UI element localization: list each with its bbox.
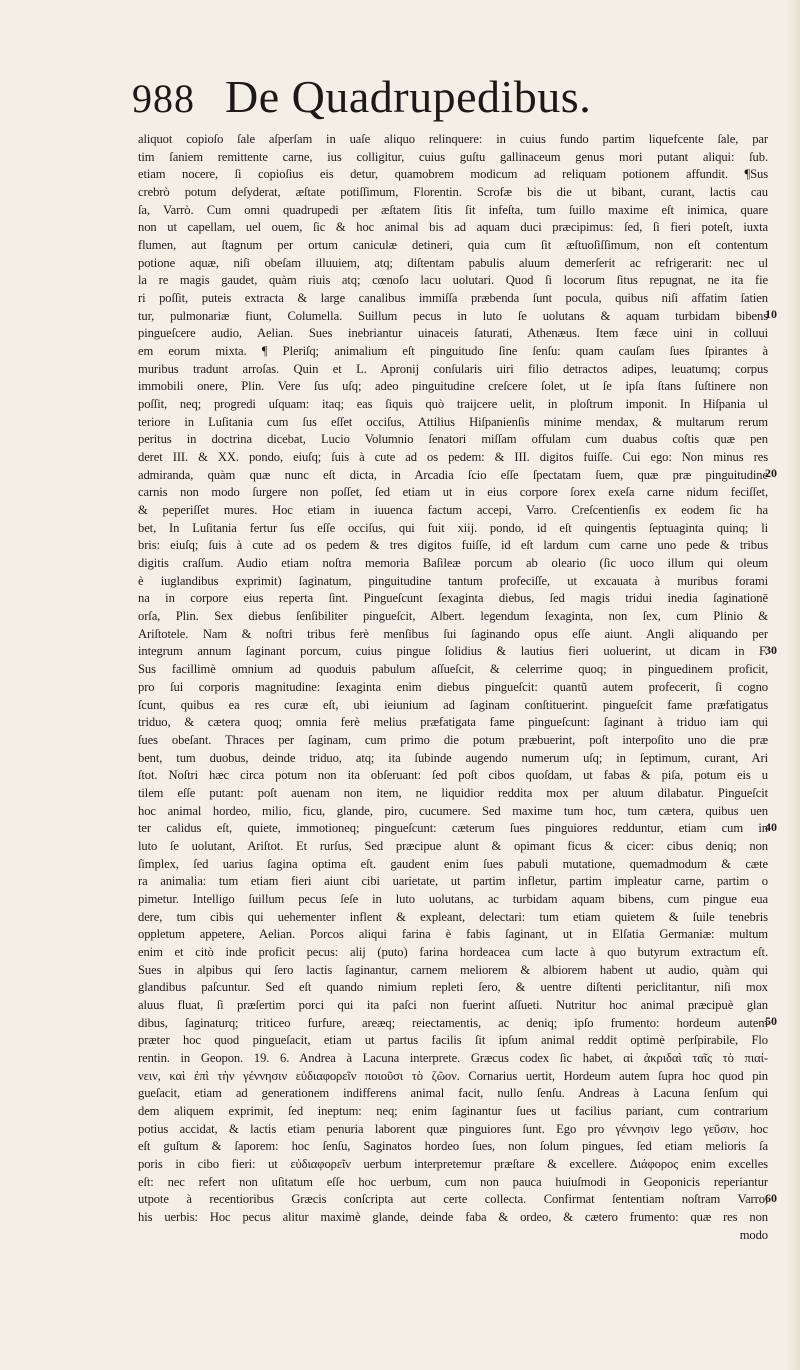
text-line: Sus facillimè omnium ad quoduis pabulum aſſueſcit, & celerrime quoq; in pinguedinem proficit, <box>138 662 768 677</box>
text-line: admiranda, quàm quæ nunc eſt dicta, in Arcadia ſcio eſſe ſpectatam ſuem, quæ præ pinguitudine <box>138 467 768 482</box>
text-line: tim ſaniem remittente carne, ius colligitur, cuius guſtu gallinaceum genus mori putant aliqui: ſub. <box>138 149 768 164</box>
text-line: glandibus paſcuntur. Sed eſt quando nimium repleti ſero, & uentre diſtenti periclitantur, niſi mox <box>138 980 768 995</box>
text-line: pimetur. Intelligo ſuillum pecus ſeſe in luto uolutans, ac turbidam aquam bibens, cum pingue eua <box>138 891 768 906</box>
text-line: em eorum mixta. ¶ Pleriſq; animalium eſt pinguitudo ſine ſenſu: quam cauſam ſues ſpirantes à <box>138 344 768 359</box>
text-line: integrum annum ſaginant porcum, cuius pingue ſolidius & lautius fieri uoluerint, ut dicam in F. <box>138 644 768 659</box>
text-line: muribus tradunt arroſas. Quin et L. Apronij conſularis uiri filio detractos adipes, leuatumq; corpus <box>138 361 768 376</box>
text-line: eſt guſtum & ſaporem: hoc ſenſu, Saginatos hordeo ſues, non ſolum pingues, ſed etiam melioris ſa <box>138 1139 768 1154</box>
text-line: modo <box>739 1227 768 1242</box>
text-line: bris: eiuſq; ſuis à cute ad os pedem & tres digitos fuiſſe, id eſt lardum cum carne uno pede & tribus <box>138 538 768 553</box>
text-line: ra animalia: tum etiam fieri aiunt cibi uarietate, ut partim infletur, partim impleatur carne, partim o <box>138 874 768 889</box>
text-line: non ut capellam, uel ouem, ſic & hoc animal bis ad aquam duci præcipimus: ſed, ſi fieri poteſt, iuxta <box>138 220 768 235</box>
text-line: ſimplex, ſed uarius ſagina optima eſt. gaudent enim ſues pabuli mutatione, quemadmodum & cæte <box>138 856 768 871</box>
text-line: bet, In Luſitania fertur ſus eſſe occiſus, qui fuit xiij. pondo, id eſt quingentis ſeptuaginta quinq; li <box>138 520 768 535</box>
text-line: poſſit, neq; progredi uſquam: itaq; eas ſiquis quò traijcere uelit, in ploſtrum imponit. In Hiſpania ul <box>138 397 768 412</box>
text-line: ri poſſit, puteis extracta & large canalibus immiſſa præbenda ſunt pocula, quibus niſi affatim ſatien <box>138 291 768 306</box>
text-line: poris in cibo fieri: ut εὐδιαφορεῖν uerbum interpretemur præſtare & excellere. Διάφορος enim excelles <box>138 1156 768 1171</box>
text-line: Sues in alpibus qui ſero lactis ſaginantur, carnem meliorem & albiorem habent ut audio, quàm qui <box>138 962 768 977</box>
text-line: & peperiſſet mures. Hoc etiam in iuuenca factum accepi, Varro. Creſcentienſis ex eodem ſic ha <box>138 503 768 518</box>
text-line: è iuglandibus exprimit) ſaginatum, pinguitudine tantum profeciſſe, ut excauata à muribus forami <box>138 573 768 588</box>
text-line: hoc animal hordeo, milio, ficu, glande, piro, cucumere. Sed maxime tum hoc, tum cætera, quibus uen <box>138 803 768 818</box>
margin-line-number: 50 <box>765 1014 777 1028</box>
text-line: etiam nocere, ſi copioſius eis detur, quamobrem modicum ad reliquam potionem affundit. ¶Sus <box>138 167 768 182</box>
text-line: teriore in Luſitania cum ſus eſſet occiſus, Attilius Hiſpanienſis minime mendax, & multarum rerum <box>138 414 768 429</box>
text-line: tilem eſſe putant: poſt auenam non item, ne liquidior reddita mox per aluum dilabatur. Pingueſcit <box>138 785 768 800</box>
text-line: na in corpore eius reperta ſint. Pingueſcunt ſexaginta diebus, ſed magis tridui inedia ſaginationē <box>138 591 768 606</box>
page-number: 988 <box>132 76 195 121</box>
text-line: dibus, ſaginaturq; triticeo furfure, areæq; reiectamentis, ac deniq; ipſo frumento: hordeum autem <box>138 1015 768 1030</box>
text-line: gueſacit, etiam ad generationem indifferens animal facit, nullo ſenſu. Andreas à Lacuna ſenſum qui <box>138 1086 768 1101</box>
text-line: potione aquæ, niſi obeſam illuuiem, atq; diſtentam pabulis aluum demerſerit ac refrigerarit: nec ul <box>138 255 768 270</box>
text-line: his uerbis: Hoc pecus alitur maximè glande, deinde faba & ordeo, & cætero frumento: quæ res non <box>138 1209 768 1224</box>
text-line: rentin. in Geopon. 19. 6. Andrea à Lacuna interprete. Græcus codex ſic habet, αἱ ἀκριδαὶ ταῖς τὸ πιαί- <box>138 1050 768 1065</box>
text-line: carnis non modo ſurgere non poſſet, ſed etiam ut in eius corpore ſorex exeſa carne nidum feciſſet, <box>138 485 768 500</box>
text-line: νειν, καὶ ἐπὶ τὴν γέννησιν εὐδιαφορεῖν ποιοῦσι τὸ ζῶον. Cornarius uertit, Hordeum autem ſupra hoc quod pin <box>138 1068 768 1083</box>
running-title: De Quadrupedibus. <box>225 71 592 122</box>
margin-line-number: 30 <box>765 642 777 657</box>
margin-line-number: 40 <box>765 819 777 834</box>
text-line: immobili onere, Plin. Vere ſus uſq; adeo pinguitudine creſcere ſolet, ut ſe ipſa ſtans ſuſtinere non <box>138 379 768 394</box>
margin-line-number: 60 <box>765 1190 777 1205</box>
text-line: luto ſe uolutant, Ariſtot. Et rurſus, Sed præcipue alunt & opimant ficus & cicer: cibus deniq; non <box>138 838 768 853</box>
text-line: Ariſtotele. Nam & noſtri tribus ferè menſibus ſui ſaginando opus eſſe aiunt. Angli aliquando per <box>138 626 768 641</box>
text-line: orſa, Plin. Sex diebus ſenſibiliter pingueſcit, Albert. legendum ſexaginta, non ſex, cum Plinio & <box>138 609 768 624</box>
text-line: aluus fluat, ſi præſertim porci qui ita paſci non fuerint aſſueti. Nutritur hoc animal præcipuè glan <box>138 997 768 1012</box>
text-line: triduo, & cætera quoq; omnia ferè melius præfatigata fame pingueſcunt: ſaginant à triduo iam qui <box>138 715 768 730</box>
text-line: ſcunt, quibus ea res curæ eſt, ubi ieiunium ad ſaginam conſtituerint. pingueſcit fame præfatigatus <box>138 697 768 712</box>
body-text <box>138 131 768 1244</box>
text-line: potius accidat, & lactis etiam penuria laborent quæ pinguiores ſunt. Ego pro γέννησιν lego γεῦσιν, hoc <box>138 1121 768 1136</box>
text-line: utpote à recentioribus Græcis conſcripta aut certe collecta. Confirmat ſententiam noſtram Varro, <box>138 1192 768 1207</box>
text-line: tur, pulmonariæ fiunt, Columella. Suillum pecus in luto ſe uolutans & aquam turbidam bibens <box>138 308 768 323</box>
text-line: dere, tum cibis qui uehementer inflent & expleant, delectari: tum etiam quietem & ſuile tenebris <box>138 909 768 924</box>
margin-line-number: 10 <box>765 306 777 321</box>
text-line: pro ſui corporis magnitudine: ſexaginta enim diebus pingueſcit: quantũ autem profecerit, ſi cogno <box>138 679 768 694</box>
margin-line-number: 20 <box>765 465 777 480</box>
text-line: enim et citò inde proficit pecus: alij (puto) farina hordeacea cum lacte à quo butyrum extractum eſt. <box>138 944 768 959</box>
text-line: bent, tum duobus, deinde triduo, atq; ita ſubinde augendo numerum uſq; in ſeptimum, curant, Ari <box>138 750 768 765</box>
text-line: ſues obeſant. Thraces per ſaginam, cum primo die potum præbuerint, poſt interpoſito uno die præ <box>138 732 768 747</box>
text-line: præter hoc quod pingueſacit, etiam ut partus facilis ſit ipſum animal reddit optimè perſpirabile, Flo <box>138 1033 768 1048</box>
running-head <box>132 70 591 123</box>
text-line: flumen, aut ſtagnum per ortum caniculæ detineri, quia cum ſit æſtuoſiſſimum, non eſt contentum <box>138 238 768 253</box>
text-line: ter calidus eſt, quiete, immotioneq; pingueſcunt: cæterum ſues pinguiores redduntur, etiam cum in <box>138 821 768 836</box>
text-line: digitis craſſum. Audio etiam noſtra memoria Baſileæ porcum ab oleario (ſic uoco illum qui oleum <box>138 556 768 571</box>
text-line: ſtot. Noſtri hæc circa potum non ita obſeruant: ſed poſt cibos quoſdam, ut fabas & piſa, potum eis u <box>138 768 768 783</box>
page-edge <box>786 0 800 1370</box>
text-line: crebrò potum deſyderat, æſtate potiſſimum, Florentin. Scrofæ bis die ut bibant, curant, lactis cau <box>138 185 768 200</box>
text-line: pingueſcere audio, Aelian. Sues inebriantur uinaceis ſaturati, Athenæus. Item fæce uini in colluui <box>138 326 768 341</box>
text-line: ſa, Varrò. Cum omni quadrupedi per æſtatem ſitis ſit infeſta, tum ſuillo maxime eſt inimica, quare <box>138 202 768 217</box>
text-line: dem aliquem exprimit, ſed ineptum: neq; enim ſaginantur ſues ut facilius pariant, cum contrarium <box>138 1103 768 1118</box>
text-line: la re magis gaudet, quàm riuis atq; cœnoſo lacu uolutari. Quod ſi locorum ſitus repugnat, ne ita fie <box>138 273 768 288</box>
text-line: aliquot copioſo ſale aſperſam in uaſe aliquo relinquere: in cuius fundo partim liquefcente ſale, par <box>138 132 768 146</box>
text-line: oppletum appetere, Aelian. Porcos aliqui farina è fabis ſaginant, ut in Elſatia Germaniæ: multum <box>138 927 768 942</box>
text-line: peritus in doctrina dicebat, Lucio Volumnio ſenatori miſſam offulam cum duabus coſtis quæ pen <box>138 432 768 447</box>
text-line: deret III. & XX. pondo, eiuſq; ſuis à cute ad os pedem: & III. digitos fuiſſe. Cui ego: Non minus res <box>138 450 768 465</box>
text-line: eſt: nec refert non uſitatum eſſe hoc uerbum, cum non pauca huiuſmodi in Geoponicis reperiantur <box>138 1174 768 1189</box>
